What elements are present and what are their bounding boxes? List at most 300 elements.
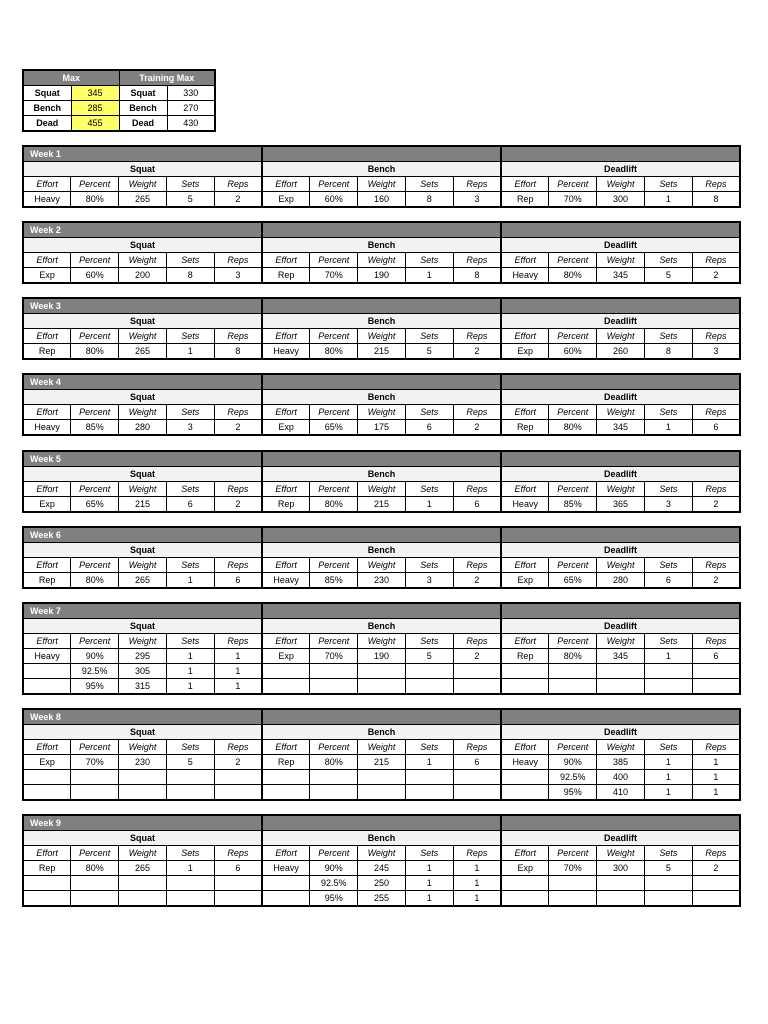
data-cell[interactable]	[692, 664, 740, 679]
training-max-lift-label[interactable]: Squat	[119, 86, 167, 101]
data-cell[interactable]	[119, 876, 167, 891]
data-cell[interactable]: 85%	[71, 420, 119, 436]
data-cell[interactable]: 2	[453, 573, 501, 589]
data-cell[interactable]: Heavy	[262, 344, 310, 360]
data-cell[interactable]	[310, 785, 358, 801]
column-header: Sets	[166, 177, 214, 192]
data-cell[interactable]: 300	[597, 192, 645, 208]
data-cell[interactable]: 80%	[549, 420, 597, 436]
data-cell[interactable]	[597, 679, 645, 695]
data-cell[interactable]: 90%	[71, 649, 119, 664]
data-cell[interactable]: 70%	[549, 861, 597, 876]
data-cell[interactable]	[310, 770, 358, 785]
data-cell[interactable]: 1	[166, 573, 214, 589]
data-cell[interactable]: Heavy	[262, 573, 310, 589]
data-cell[interactable]	[453, 679, 501, 695]
data-cell[interactable]: 280	[597, 573, 645, 589]
data-cell[interactable]: Exp	[262, 649, 310, 664]
data-cell[interactable]: 215	[358, 344, 406, 360]
data-cell[interactable]	[358, 770, 406, 785]
data-cell[interactable]	[405, 785, 453, 801]
data-cell[interactable]: 6	[166, 497, 214, 513]
column-header: Sets	[405, 329, 453, 344]
data-cell[interactable]: 80%	[71, 573, 119, 589]
column-header: Effort	[262, 405, 310, 420]
lift-names-row	[23, 162, 740, 177]
training-max-lift-label[interactable]: Bench	[119, 101, 167, 116]
data-cell[interactable]: 265	[119, 573, 167, 589]
data-cell[interactable]: 245	[358, 861, 406, 876]
data-cell[interactable]: Exp	[262, 192, 310, 208]
data-cell[interactable]: Heavy	[23, 192, 71, 208]
lift-name: Squat	[23, 238, 262, 253]
data-cell[interactable]: 70%	[71, 755, 119, 770]
data-cell[interactable]: 1	[405, 755, 453, 770]
data-cell[interactable]: Rep	[23, 573, 71, 589]
lift-name: Deadlift	[501, 543, 740, 558]
data-cell[interactable]: Exp	[501, 573, 549, 589]
data-cell[interactable]: 6	[214, 573, 262, 589]
data-cell[interactable]	[214, 876, 262, 891]
data-cell[interactable]	[214, 891, 262, 907]
max-lift-label[interactable]: Squat	[23, 86, 71, 101]
data-cell[interactable]	[597, 664, 645, 679]
data-cell[interactable]: 265	[119, 192, 167, 208]
data-cell[interactable]: 1	[166, 679, 214, 695]
data-cell[interactable]: 6	[692, 649, 740, 664]
data-cell[interactable]: 80%	[549, 268, 597, 284]
training-max-value-cell[interactable]: 430	[167, 116, 215, 132]
data-cell[interactable]: 365	[597, 497, 645, 513]
data-cell[interactable]: 80%	[310, 755, 358, 770]
data-cell[interactable]: 255	[358, 891, 406, 907]
data-cell[interactable]: 1	[644, 649, 692, 664]
data-cell[interactable]: 5	[644, 861, 692, 876]
data-cell[interactable]	[453, 785, 501, 801]
column-header: Percent	[549, 329, 597, 344]
data-cell[interactable]: 2	[214, 755, 262, 770]
data-cell[interactable]	[119, 891, 167, 907]
data-cell[interactable]: 5	[405, 344, 453, 360]
data-cell[interactable]: Heavy	[501, 497, 549, 513]
data-cell[interactable]: Rep	[501, 649, 549, 664]
data-cell[interactable]: 8	[453, 268, 501, 284]
training-max-value-cell[interactable]: 330	[167, 86, 215, 101]
data-cell[interactable]: 6	[214, 861, 262, 876]
data-cell[interactable]: Heavy	[501, 268, 549, 284]
data-cell[interactable]	[405, 679, 453, 695]
data-cell[interactable]: 1	[692, 770, 740, 785]
data-cell[interactable]: 230	[119, 755, 167, 770]
max-lift-label[interactable]: Bench	[23, 101, 71, 116]
data-cell[interactable]	[405, 664, 453, 679]
data-cell[interactable]: 280	[119, 420, 167, 436]
data-cell[interactable]: Heavy	[23, 420, 71, 436]
data-cell[interactable]: 3	[692, 344, 740, 360]
data-cell[interactable]	[214, 770, 262, 785]
data-cell[interactable]: 5	[405, 649, 453, 664]
max-value-cell[interactable]: 345	[71, 86, 119, 101]
max-row-dead	[23, 116, 215, 132]
data-cell[interactable]: 6	[405, 420, 453, 436]
data-cell[interactable]: 80%	[310, 497, 358, 513]
week-title: Week 4	[23, 374, 262, 390]
data-cell[interactable]: 60%	[310, 192, 358, 208]
data-cell[interactable]: Heavy	[501, 755, 549, 770]
data-cell[interactable]: 70%	[310, 649, 358, 664]
data-cell[interactable]	[262, 679, 310, 695]
week-title: Week 5	[23, 451, 262, 467]
data-cell[interactable]: 5	[166, 755, 214, 770]
column-header: Sets	[405, 846, 453, 861]
lift-name: Deadlift	[501, 390, 740, 405]
data-cell[interactable]: 345	[597, 649, 645, 664]
data-cell[interactable]: 70%	[549, 192, 597, 208]
data-cell[interactable]: 90%	[549, 755, 597, 770]
data-cell[interactable]: 2	[692, 861, 740, 876]
column-header-row	[23, 558, 740, 573]
data-cell[interactable]: 65%	[549, 573, 597, 589]
data-cell[interactable]: Heavy	[262, 861, 310, 876]
data-cell[interactable]: 2	[692, 497, 740, 513]
data-cell[interactable]: 2	[214, 497, 262, 513]
week-title-blank	[501, 709, 740, 725]
lift-name: Bench	[262, 619, 501, 634]
data-cell[interactable]	[405, 770, 453, 785]
data-cell[interactable]: 1	[644, 755, 692, 770]
data-cell[interactable]: 80%	[310, 344, 358, 360]
data-cell[interactable]	[501, 891, 549, 907]
column-header: Percent	[310, 329, 358, 344]
data-cell[interactable]	[597, 891, 645, 907]
lift-names-row	[23, 831, 740, 846]
data-cell[interactable]: 8	[644, 344, 692, 360]
column-header-row	[23, 405, 740, 420]
column-header: Percent	[310, 253, 358, 268]
data-cell[interactable]: 175	[358, 420, 406, 436]
column-header: Effort	[23, 253, 71, 268]
data-cell[interactable]: 1	[692, 755, 740, 770]
data-cell[interactable]	[262, 785, 310, 801]
column-header: Reps	[214, 177, 262, 192]
data-cell[interactable]: 1	[644, 192, 692, 208]
lift-name: Bench	[262, 162, 501, 177]
data-cell[interactable]	[692, 891, 740, 907]
column-header: Weight	[597, 740, 645, 755]
data-cell[interactable]: 1	[405, 497, 453, 513]
data-cell[interactable]	[644, 679, 692, 695]
data-cell[interactable]: 1	[644, 770, 692, 785]
data-cell[interactable]: 2	[453, 344, 501, 360]
column-header: Effort	[23, 634, 71, 649]
data-cell[interactable]	[119, 770, 167, 785]
data-cell[interactable]: 1	[214, 649, 262, 664]
data-cell[interactable]: 3	[405, 573, 453, 589]
column-header: Percent	[549, 405, 597, 420]
week-title-blank	[501, 815, 740, 831]
data-cell[interactable]	[692, 679, 740, 695]
week-title-row	[23, 527, 740, 543]
data-cell[interactable]: 190	[358, 649, 406, 664]
data-cell[interactable]	[262, 891, 310, 907]
data-cell[interactable]: 200	[119, 268, 167, 284]
training-max-value-cell[interactable]: 270	[167, 101, 215, 116]
data-cell[interactable]	[549, 876, 597, 891]
data-cell[interactable]	[262, 664, 310, 679]
column-header: Effort	[23, 405, 71, 420]
data-cell[interactable]: 1	[453, 876, 501, 891]
data-cell[interactable]: 6	[453, 755, 501, 770]
data-cell[interactable]	[644, 891, 692, 907]
data-cell[interactable]: 2	[692, 268, 740, 284]
column-header: Reps	[214, 634, 262, 649]
data-cell[interactable]: 80%	[549, 649, 597, 664]
data-cell[interactable]: 60%	[549, 344, 597, 360]
data-cell[interactable]: Exp	[262, 420, 310, 436]
data-cell[interactable]: 2	[214, 420, 262, 436]
data-cell[interactable]	[310, 664, 358, 679]
data-cell[interactable]: 85%	[549, 497, 597, 513]
week-title: Week 9	[23, 815, 262, 831]
data-cell[interactable]: 80%	[71, 861, 119, 876]
column-header: Reps	[692, 740, 740, 755]
training-max-lift-label[interactable]: Dead	[119, 116, 167, 132]
column-header: Effort	[262, 846, 310, 861]
data-cell[interactable]: 1	[405, 891, 453, 907]
data-cell[interactable]	[549, 679, 597, 695]
data-cell[interactable]: 2	[453, 649, 501, 664]
data-cell[interactable]	[166, 876, 214, 891]
data-cell[interactable]: 230	[358, 573, 406, 589]
data-cell[interactable]: 90%	[310, 861, 358, 876]
data-cell[interactable]	[597, 876, 645, 891]
data-cell[interactable]: Heavy	[23, 649, 71, 664]
data-cell[interactable]: 1	[453, 891, 501, 907]
data-cell[interactable]: Rep	[501, 420, 549, 436]
data-cell[interactable]	[644, 876, 692, 891]
data-cell[interactable]	[692, 876, 740, 891]
data-cell[interactable]: 345	[597, 268, 645, 284]
data-cell[interactable]: 8	[166, 268, 214, 284]
data-cell[interactable]: 3	[644, 497, 692, 513]
data-cell[interactable]: 8	[405, 192, 453, 208]
week-title-blank	[262, 527, 501, 543]
data-cell[interactable]: 400	[597, 770, 645, 785]
data-cell[interactable]: 1	[166, 344, 214, 360]
week-title-blank	[262, 146, 501, 162]
lift-names-row	[23, 238, 740, 253]
data-cell[interactable]: 80%	[71, 344, 119, 360]
week-table	[22, 814, 741, 907]
data-cell[interactable]	[501, 785, 549, 801]
data-cell[interactable]	[71, 891, 119, 907]
data-cell[interactable]	[23, 679, 71, 695]
data-cell[interactable]	[119, 785, 167, 801]
data-cell[interactable]: 6	[453, 497, 501, 513]
data-cell[interactable]	[501, 770, 549, 785]
data-cell[interactable]: 215	[358, 497, 406, 513]
data-cell[interactable]: 385	[597, 755, 645, 770]
column-header: Weight	[119, 558, 167, 573]
week-title-row	[23, 374, 740, 390]
column-header: Reps	[453, 846, 501, 861]
column-header: Percent	[549, 253, 597, 268]
data-cell[interactable]	[453, 770, 501, 785]
data-cell[interactable]: Rep	[23, 344, 71, 360]
week-title-row	[23, 146, 740, 162]
data-cell[interactable]: Exp	[501, 344, 549, 360]
column-header: Reps	[453, 253, 501, 268]
data-cell[interactable]: 250	[358, 876, 406, 891]
column-header: Effort	[501, 482, 549, 497]
lift-name: Deadlift	[501, 314, 740, 329]
data-cell[interactable]: 85%	[310, 573, 358, 589]
data-cell[interactable]: Exp	[23, 755, 71, 770]
data-cell[interactable]: Rep	[262, 497, 310, 513]
data-cell[interactable]: 190	[358, 268, 406, 284]
data-cell[interactable]: 1	[692, 785, 740, 801]
data-cell[interactable]	[71, 785, 119, 801]
data-cell[interactable]: 2	[453, 420, 501, 436]
data-cell[interactable]	[166, 785, 214, 801]
data-cell[interactable]	[453, 664, 501, 679]
data-cell[interactable]: 6	[692, 420, 740, 436]
data-cell[interactable]: 305	[119, 664, 167, 679]
column-header: Reps	[692, 558, 740, 573]
data-cell[interactable]: 92.5%	[549, 770, 597, 785]
data-cell[interactable]: 65%	[310, 420, 358, 436]
data-cell[interactable]: 1	[166, 861, 214, 876]
week-title-blank	[262, 815, 501, 831]
data-cell[interactable]	[549, 891, 597, 907]
column-header: Effort	[262, 253, 310, 268]
data-cell[interactable]: 60%	[71, 268, 119, 284]
data-cell[interactable]: Exp	[23, 268, 71, 284]
data-cell[interactable]: 1	[405, 268, 453, 284]
data-cell[interactable]: 2	[214, 192, 262, 208]
data-cell[interactable]: 1	[214, 679, 262, 695]
data-cell[interactable]: Rep	[501, 192, 549, 208]
data-cell[interactable]: 300	[597, 861, 645, 876]
data-cell[interactable]: 95%	[71, 679, 119, 695]
column-header: Reps	[692, 177, 740, 192]
data-cell[interactable]	[358, 664, 406, 679]
lift-name: Squat	[23, 831, 262, 846]
data-cell[interactable]: 295	[119, 649, 167, 664]
data-cell[interactable]	[23, 785, 71, 801]
data-cell[interactable]	[23, 876, 71, 891]
data-cell[interactable]: 8	[692, 192, 740, 208]
data-cell[interactable]	[23, 770, 71, 785]
data-cell[interactable]: 2	[692, 573, 740, 589]
data-cell[interactable]	[71, 770, 119, 785]
data-cell[interactable]: 5	[644, 268, 692, 284]
data-cell[interactable]	[23, 891, 71, 907]
data-cell[interactable]	[166, 891, 214, 907]
set-row	[23, 891, 740, 907]
data-cell[interactable]: 260	[597, 344, 645, 360]
column-header: Percent	[310, 558, 358, 573]
data-cell[interactable]: 1	[405, 876, 453, 891]
data-cell[interactable]	[310, 679, 358, 695]
data-cell[interactable]: 265	[119, 344, 167, 360]
data-cell[interactable]: 92.5%	[310, 876, 358, 891]
week-table	[22, 373, 741, 436]
data-cell[interactable]: 215	[119, 497, 167, 513]
column-header: Reps	[214, 558, 262, 573]
data-cell[interactable]	[262, 876, 310, 891]
data-cell[interactable]: 1	[453, 861, 501, 876]
data-cell[interactable]: Exp	[23, 497, 71, 513]
data-cell[interactable]: 160	[358, 192, 406, 208]
week-title-blank	[501, 222, 740, 238]
data-cell[interactable]	[501, 679, 549, 695]
data-cell[interactable]: 1	[214, 664, 262, 679]
data-cell[interactable]	[501, 876, 549, 891]
data-cell[interactable]: 1	[166, 664, 214, 679]
max-value-cell[interactable]: 285	[71, 101, 119, 116]
data-cell[interactable]: 70%	[310, 268, 358, 284]
data-cell[interactable]	[549, 664, 597, 679]
data-cell[interactable]	[23, 664, 71, 679]
data-cell[interactable]: 95%	[310, 891, 358, 907]
data-cell[interactable]: Exp	[501, 861, 549, 876]
lift-name: Deadlift	[501, 162, 740, 177]
data-cell[interactable]: 92.5%	[71, 664, 119, 679]
data-cell[interactable]: 3	[166, 420, 214, 436]
week-title-blank	[262, 374, 501, 390]
max-lift-label[interactable]: Dead	[23, 116, 71, 132]
data-cell[interactable]	[644, 664, 692, 679]
max-value-cell[interactable]: 455	[71, 116, 119, 132]
data-cell[interactable]: 215	[358, 755, 406, 770]
data-cell[interactable]: 5	[166, 192, 214, 208]
data-cell[interactable]	[166, 770, 214, 785]
data-cell[interactable]	[262, 770, 310, 785]
set-row	[23, 785, 740, 801]
data-cell[interactable]: 6	[644, 573, 692, 589]
data-cell[interactable]: Rep	[262, 755, 310, 770]
data-cell[interactable]: Rep	[23, 861, 71, 876]
data-cell[interactable]: 410	[597, 785, 645, 801]
data-cell[interactable]: 315	[119, 679, 167, 695]
data-cell[interactable]: 265	[119, 861, 167, 876]
data-cell[interactable]: 80%	[71, 192, 119, 208]
data-cell[interactable]: 345	[597, 420, 645, 436]
data-cell[interactable]: 3	[214, 268, 262, 284]
column-header: Reps	[692, 634, 740, 649]
data-cell[interactable]: 1	[644, 420, 692, 436]
data-cell[interactable]: 1	[166, 649, 214, 664]
column-header: Weight	[358, 634, 406, 649]
data-cell[interactable]	[358, 785, 406, 801]
data-cell[interactable]: 1	[644, 785, 692, 801]
data-cell[interactable]	[214, 785, 262, 801]
data-cell[interactable]	[71, 876, 119, 891]
data-cell[interactable]: Rep	[262, 268, 310, 284]
data-cell[interactable]	[358, 679, 406, 695]
data-cell[interactable]: 3	[453, 192, 501, 208]
column-header: Weight	[119, 634, 167, 649]
data-cell[interactable]: 65%	[71, 497, 119, 513]
set-row	[23, 755, 740, 770]
column-header-row	[23, 634, 740, 649]
data-cell[interactable]: 8	[214, 344, 262, 360]
data-cell[interactable]: 1	[405, 861, 453, 876]
data-cell[interactable]: 95%	[549, 785, 597, 801]
column-header: Reps	[453, 177, 501, 192]
data-cell[interactable]	[501, 664, 549, 679]
